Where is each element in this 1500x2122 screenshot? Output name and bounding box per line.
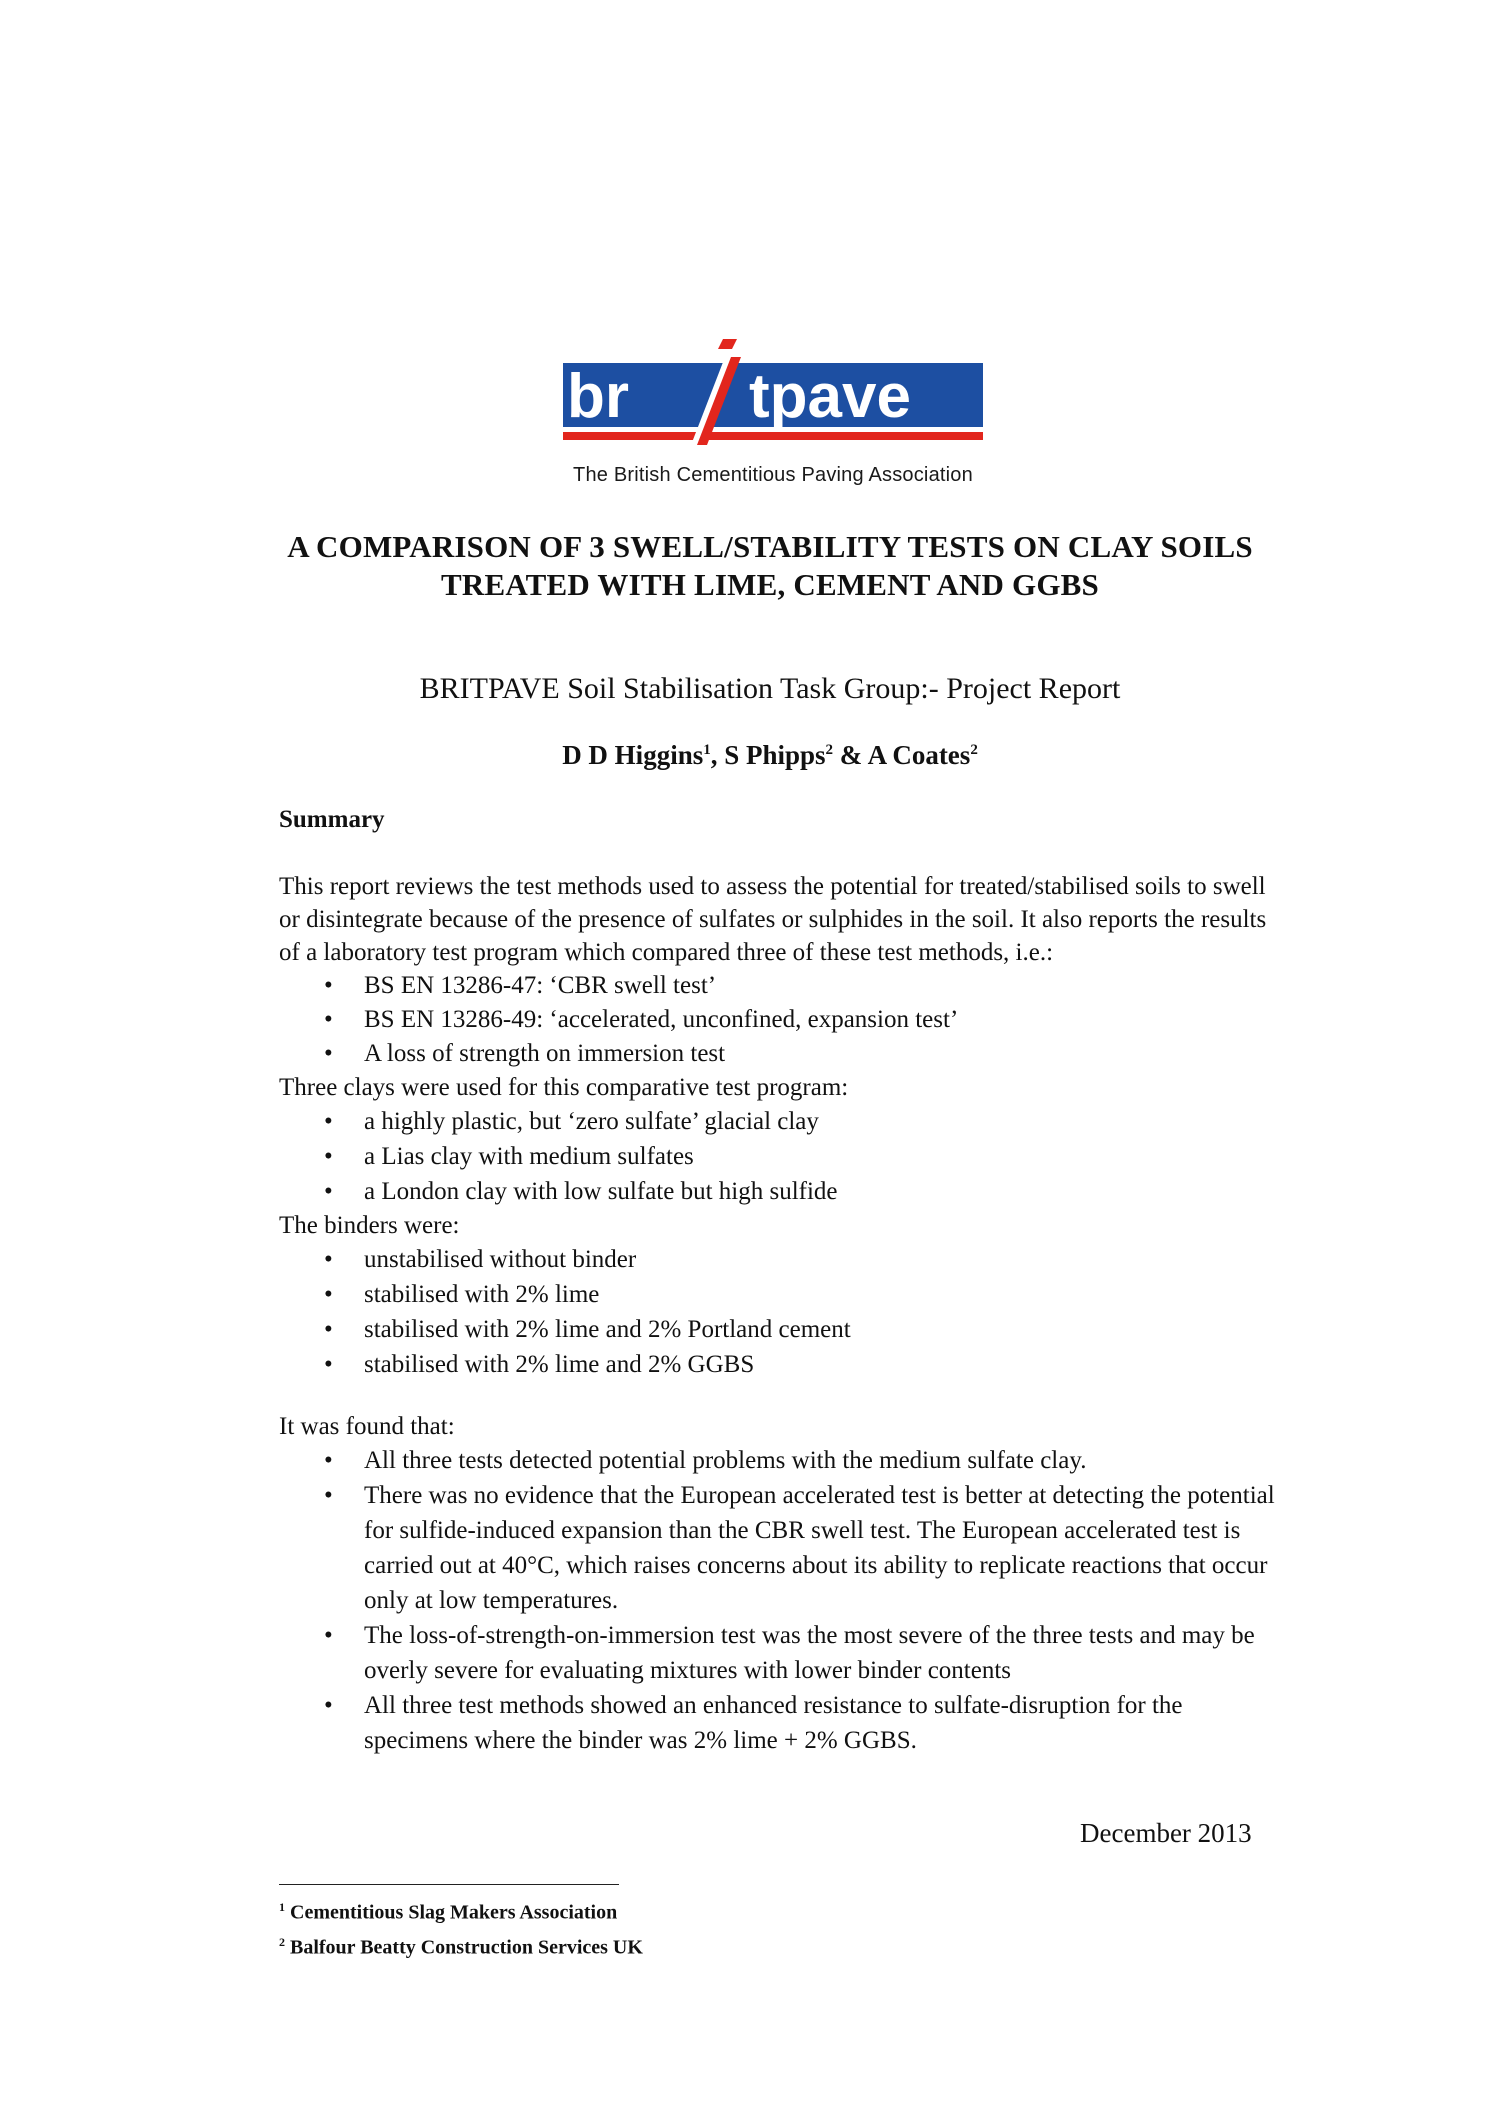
footnote-ref: 1 [279, 1900, 285, 1914]
footnote-item [279, 1928, 643, 1963]
findings-intro: It was found that: [279, 1413, 455, 1440]
test-methods-list [279, 969, 1279, 1071]
author-footnote-ref: 2 [825, 742, 834, 758]
authors-line [250, 740, 1290, 771]
report-subtitle: BRITPAVE Soil Stabilisation Task Group:- Project Report [419, 672, 1121, 705]
author-name: S Phipps [724, 740, 826, 770]
intro-paragraph: This report reviews the test methods used to assess the potential for treated/stabilised soils to swell or disintegrate because of the presence of sulfates or sulphides in the soil. It also reports the results of a laboratory test program which compared three of these test methods, i.e.: [279, 873, 1267, 966]
britpave-logo [563, 333, 983, 493]
report-date: December 2013 [1080, 1818, 1252, 1848]
footnote-divider [279, 1884, 619, 1885]
binders-list [279, 1242, 1279, 1382]
summary-body [279, 870, 1279, 1758]
author-footnote-ref: 1 [703, 742, 711, 758]
report-title: A COMPARISON OF 3 SWELL/STABILITY TESTS ON CLAY SOILS TREATED WITH LIME, CEMENT AND GGBS [287, 529, 1253, 602]
author-separator: , [710, 740, 725, 770]
list-item: • BS EN 13286-47: ‘CBR swell test’ [364, 969, 1279, 1003]
logo-wordmark-right: tpave [749, 362, 911, 431]
footnotes [279, 1893, 643, 1962]
author-name: D D Higgins [562, 740, 704, 770]
list-item: • stabilised with 2% lime and 2% GGBS [364, 1347, 1279, 1382]
list-item: • All three tests detected potential problems with the medium sulfate clay. [364, 1443, 1279, 1478]
author-footnote-ref: 2 [970, 742, 978, 758]
list-item: • stabilised with 2% lime and 2% Portland cement [364, 1312, 1279, 1347]
logo-wordmark-left: br [567, 362, 629, 431]
clays-intro: Three clays were used for this comparative test program: [279, 1074, 849, 1101]
list-item: • a Lias clay with medium sulfates [364, 1139, 1279, 1174]
list-item: • The loss-of-strength-on-immersion test was the most severe of the three tests and may be overly severe for evaluating mixtures with lower binder contents [364, 1618, 1279, 1688]
list-item: • a London clay with low sulfate but high sulfide [364, 1174, 1279, 1209]
clays-list [279, 1104, 1279, 1209]
summary-heading: Summary [279, 806, 385, 833]
footnote-ref: 2 [279, 1934, 285, 1949]
list-item: • A loss of strength on immersion test [364, 1037, 1279, 1071]
binders-intro: The binders were: [279, 1212, 460, 1239]
footnote-text: Balfour Beatty Construction Services UK [290, 1936, 643, 1959]
list-item: • a highly plastic, but ‘zero sulfate’ glacial clay [364, 1104, 1279, 1139]
logo-tagline: The British Cementitious Paving Association [573, 464, 973, 486]
paragraph-gap [279, 1382, 1279, 1410]
list-item: • There was no evidence that the European accelerated test is better at detecting the potential for sulfide-induced expansion than the CBR swell test. The European accelerated test is carried out at 40°C, which raises concerns about its ability to replicate reactions that occur only at low temperatures. [364, 1478, 1279, 1618]
author-separator: & [833, 740, 868, 770]
list-item: • All three test methods showed an enhanced resistance to sulfate-disruption for the specimens where the binder was 2% lime + 2% GGBS. [364, 1688, 1279, 1758]
list-item: • stabilised with 2% lime [364, 1277, 1279, 1312]
findings-list [279, 1443, 1279, 1758]
footnote-text: Cementitious Slag Makers Association [290, 1901, 618, 1924]
list-item: • unstabilised without binder [364, 1242, 1279, 1277]
author-name: A Coates [867, 740, 971, 770]
list-item: • BS EN 13286-49: ‘accelerated, unconfined, expansion test’ [364, 1003, 1279, 1037]
footnote-item [279, 1893, 643, 1928]
britpave-logo-mark [563, 333, 983, 461]
